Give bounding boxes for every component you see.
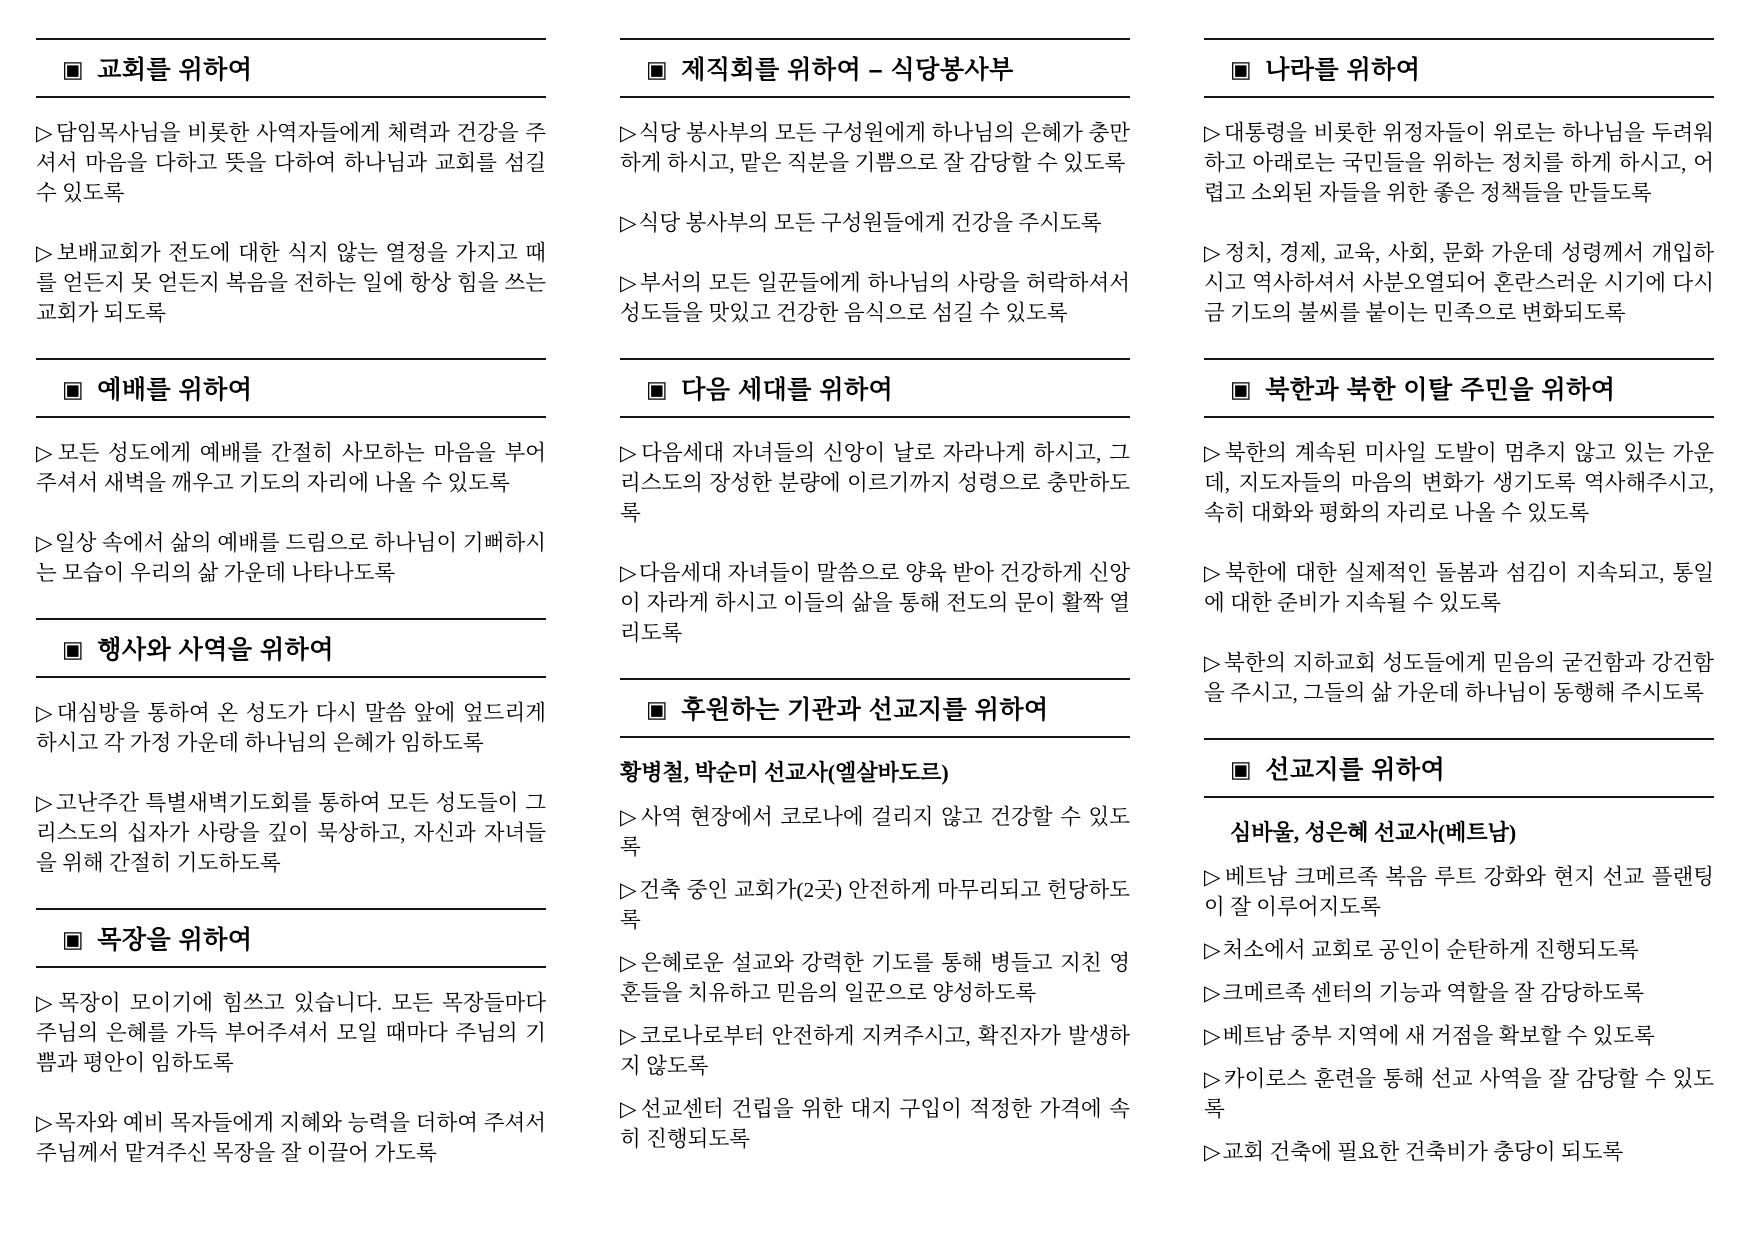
- section-title: 북한과 북한 이탈 주민을 위하여: [1265, 376, 1616, 404]
- prayer-item: [1204, 862, 1714, 922]
- prayer-item: [620, 118, 1130, 178]
- triangle-bullet-icon: ▷: [620, 805, 639, 829]
- section-title: 나라를 위하여: [1265, 56, 1421, 84]
- triangle-bullet-icon: ▷: [620, 561, 637, 585]
- prayer-item: [36, 438, 546, 498]
- section-title: 행사와 사역을 위하여: [97, 636, 334, 664]
- prayer-item-text: 건축 중인 교회가(2곳) 안전하게 마무리되고 헌당하도록: [620, 878, 1130, 932]
- prayer-item-text: 코로나로부터 안전하게 지켜주시고, 확진자가 발생하지 않도록: [620, 1024, 1130, 1078]
- prayer-item: [36, 238, 546, 328]
- section-header: [620, 678, 1130, 738]
- prayer-item: [620, 948, 1130, 1008]
- prayer-item-text: 다음세대 자녀들이 말씀으로 양육 받아 건강하게 신앙이 자라게 하시고 이들의 삶을 통해 전도의 문이 활짝 열리도록: [620, 561, 1131, 645]
- column-right: [1204, 38, 1714, 1239]
- triangle-bullet-icon: ▷: [36, 241, 55, 265]
- prayer-item-text: 베트남 중부 지역에 새 거점을 확보할 수 있도록: [1222, 1024, 1655, 1048]
- section-marker-icon: ▣: [646, 695, 669, 722]
- section-supported-missions: [620, 678, 1130, 1154]
- triangle-bullet-icon: ▷: [1204, 651, 1222, 675]
- prayer-item: [1204, 438, 1714, 528]
- section-marker-icon: ▣: [62, 375, 85, 402]
- prayer-item: [620, 268, 1130, 328]
- section-title: 선교지를 위하여: [1265, 756, 1446, 784]
- prayer-item-text: 보배교회가 전도에 대한 식지 않는 열정을 가지고 때를 얻든지 못 얻든지 복음을 전하는 일에 항상 힘을 쓰는 교회가 되도록: [36, 241, 546, 325]
- prayer-item: [36, 698, 546, 758]
- triangle-bullet-icon: ▷: [1204, 561, 1224, 585]
- section-title: 제직회를 위하여 – 식당봉사부: [681, 56, 1014, 84]
- section-marker-icon: ▣: [62, 635, 85, 662]
- prayer-item-text: 북한에 대한 실제적인 돌봄과 섬김이 지속되고, 통일에 대한 준비가 지속될 수 있도록: [1204, 561, 1714, 615]
- prayer-item: [1204, 558, 1714, 618]
- prayer-item: [36, 1108, 546, 1168]
- triangle-bullet-icon: ▷: [36, 121, 54, 145]
- section-header: [1204, 738, 1714, 798]
- triangle-bullet-icon: ▷: [1204, 1067, 1222, 1091]
- prayer-item: [620, 1021, 1130, 1081]
- triangle-bullet-icon: ▷: [1204, 441, 1223, 465]
- prayer-item-text: 일상 속에서 삶의 예배를 드림으로 하나님이 기뻐하시는 모습이 우리의 삶 가운데 나타나도록: [36, 531, 547, 585]
- prayer-item: [36, 988, 546, 1078]
- section-header: [620, 38, 1130, 98]
- section-marker-icon: ▣: [62, 925, 85, 952]
- triangle-bullet-icon: ▷: [36, 991, 57, 1015]
- section-marker-icon: ▣: [646, 55, 669, 82]
- section-north-korea: [1204, 358, 1714, 708]
- prayer-item-text: 은혜로운 설교와 강력한 기도를 통해 병들고 지친 영혼들을 치유하고 믿음의 일꾼으로 양성하도록: [620, 951, 1130, 1005]
- section-title: 예배를 위하여: [97, 376, 253, 404]
- section-marker-icon: ▣: [646, 375, 669, 402]
- triangle-bullet-icon: ▷: [1204, 938, 1221, 962]
- triangle-bullet-icon: ▷: [1204, 241, 1223, 265]
- triangle-bullet-icon: ▷: [620, 1097, 639, 1121]
- prayer-item: [620, 208, 1130, 238]
- prayer-item-text: 식당 봉사부의 모든 구성원에게 하나님의 은혜가 충만하게 하시고, 맡은 직분을 기쁨으로 잘 감당할 수 있도록: [620, 121, 1131, 175]
- triangle-bullet-icon: ▷: [620, 271, 638, 295]
- section-deacons-kitchen: [620, 38, 1130, 328]
- missionary-name: 황병철, 박순미 선교사(엘살바도르): [620, 760, 949, 785]
- prayer-item: [1204, 1021, 1714, 1051]
- triangle-bullet-icon: ▷: [36, 701, 55, 725]
- prayer-item-text: 카이로스 훈련을 통해 선교 사역을 잘 감당할 수 있도록: [1204, 1067, 1714, 1121]
- section-header: [1204, 358, 1714, 418]
- prayer-item-text: 베트남 크메르족 복음 루트 강화와 현지 선교 플랜팅이 잘 이루어지도록: [1204, 865, 1714, 919]
- prayer-item: [36, 118, 546, 208]
- column-left: [36, 38, 546, 1239]
- triangle-bullet-icon: ▷: [620, 211, 637, 235]
- prayer-item-text: 처소에서 교회로 공인이 순탄하게 진행되도록: [1222, 938, 1639, 962]
- prayer-item-text: 크메르족 센터의 기능과 역할을 잘 감당하도록: [1222, 981, 1645, 1005]
- triangle-bullet-icon: ▷: [620, 878, 638, 902]
- section-header: [1204, 38, 1714, 98]
- prayer-item-text: 다음세대 자녀들의 신앙이 날로 자라나게 하시고, 그리스도의 장성한 분량에 이르기까지 성령으로 충만하도록: [620, 441, 1130, 525]
- section-marker-icon: ▣: [62, 55, 85, 82]
- triangle-bullet-icon: ▷: [1204, 981, 1221, 1005]
- prayer-item: [620, 802, 1130, 862]
- prayer-item-text: 부서의 모든 일꾼들에게 하나님의 사랑을 허락하셔서 성도들을 맛있고 건강한 음식으로 섬길 수 있도록: [620, 271, 1130, 325]
- prayer-item: [36, 528, 546, 588]
- section-header: [36, 618, 546, 678]
- prayer-item: [1204, 1137, 1714, 1167]
- prayer-item: [620, 438, 1130, 528]
- triangle-bullet-icon: ▷: [1204, 121, 1222, 145]
- section-header: [620, 358, 1130, 418]
- triangle-bullet-icon: ▷: [1204, 865, 1223, 889]
- section-title: 후원하는 기관과 선교지를 위하여: [681, 696, 1049, 724]
- section-worship: [36, 358, 546, 588]
- section-marker-icon: ▣: [1230, 755, 1253, 782]
- prayer-item-text: 대심방을 통하여 온 성도가 다시 말씀 앞에 엎드리게 하시고 각 가정 가운데 하나님의 은혜가 임하도록: [36, 701, 546, 755]
- section-mission-field: [1204, 738, 1714, 1167]
- prayer-item: [36, 788, 546, 878]
- triangle-bullet-icon: ▷: [620, 441, 640, 465]
- triangle-bullet-icon: ▷: [1204, 1140, 1221, 1164]
- prayer-item-text: 교회 건축에 필요한 건축비가 충당이 되도록: [1222, 1140, 1624, 1164]
- prayer-item-text: 담임목사님을 비롯한 사역자들에게 체력과 건강을 주셔서 마음을 다하고 뜻을 다하여 하나님과 교회를 섬길 수 있도록: [36, 121, 546, 205]
- triangle-bullet-icon: ▷: [36, 531, 53, 555]
- prayer-item: [1204, 1064, 1714, 1124]
- triangle-bullet-icon: ▷: [620, 1024, 639, 1048]
- section-mokjang: [36, 908, 546, 1168]
- prayer-item-text: 식당 봉사부의 모든 구성원들에게 건강을 주시도록: [638, 211, 1102, 235]
- prayer-item-text: 사역 현장에서 코로나에 걸리지 않고 건강할 수 있도록: [620, 805, 1130, 859]
- prayer-item: [1204, 648, 1714, 708]
- prayer-item-text: 대통령을 비롯한 위정자들이 위로는 하나님을 두려워하고 아래로는 국민들을 위하는 정치를 하게 하시고, 어렵고 소외된 자들을 위한 좋은 정책들을 만들도록: [1204, 121, 1714, 205]
- section-marker-icon: ▣: [1230, 55, 1253, 82]
- prayer-item-text: 모든 성도에게 예배를 간절히 사모하는 마음을 부어 주셔서 새벽을 깨우고 기도의 자리에 나올 수 있도록: [36, 441, 546, 495]
- triangle-bullet-icon: ▷: [36, 791, 54, 815]
- prayer-item: [1204, 935, 1714, 965]
- prayer-item: [1204, 978, 1714, 1008]
- section-header: [36, 38, 546, 98]
- section-title: 다음 세대를 위하여: [681, 376, 894, 404]
- section-title: 목장을 위하여: [97, 926, 253, 954]
- prayer-item: [1204, 118, 1714, 208]
- section-header: [36, 908, 546, 968]
- triangle-bullet-icon: ▷: [36, 441, 56, 465]
- section-marker-icon: ▣: [1230, 375, 1253, 402]
- section-events-ministry: [36, 618, 546, 878]
- prayer-item-text: 선교센터 건립을 위한 대지 구입이 적정한 가격에 속히 진행되도록: [620, 1097, 1130, 1151]
- missionary-name: 심바울, 성은혜 선교사(베트남): [1230, 820, 1517, 845]
- prayer-item-text: 고난주간 특별새벽기도회를 통하여 모든 성도들이 그리스도의 십자가 사랑을 깊이 묵상하고, 자신과 자녀들을 위해 간절히 기도하도록: [36, 791, 546, 875]
- triangle-bullet-icon: ▷: [620, 121, 637, 145]
- section-nation: [1204, 38, 1714, 328]
- triangle-bullet-icon: ▷: [36, 1111, 53, 1135]
- prayer-item: [1204, 238, 1714, 328]
- section-church: [36, 38, 546, 328]
- column-middle: [620, 38, 1130, 1239]
- section-title: 교회를 위하여: [97, 56, 253, 84]
- prayer-item: [620, 875, 1130, 935]
- triangle-bullet-icon: ▷: [1204, 1024, 1221, 1048]
- prayer-item: [620, 1094, 1130, 1154]
- triangle-bullet-icon: ▷: [620, 951, 639, 975]
- section-header: [36, 358, 546, 418]
- prayer-item-text: 북한의 지하교회 성도들에게 믿음의 굳건함과 강건함을 주시고, 그들의 삶 가운데 하나님이 동행해 주시도록: [1204, 651, 1714, 705]
- prayer-item: [620, 558, 1130, 648]
- prayer-item-text: 목자와 예비 목자들에게 지혜와 능력을 더하여 주셔서 주님께서 맡겨주신 목장을 잘 이끌어 가도록: [36, 1111, 547, 1165]
- prayer-item-text: 정치, 경제, 교육, 사회, 문화 가운데 성령께서 개입하시고 역사하셔서 사분오열되어 혼란스러운 시기에 다시금 기도의 불씨를 붙이는 민족으로 변화되도록: [1204, 241, 1714, 325]
- section-next-generation: [620, 358, 1130, 648]
- prayer-item-text: 북한의 계속된 미사일 도발이 멈추지 않고 있는 가운데, 지도자들의 마음의 변화가 생기도록 역사해주시고, 속히 대화와 평화의 자리로 나올 수 있도록: [1204, 441, 1714, 525]
- prayer-item-text: 목장이 모이기에 힘쓰고 있습니다. 모든 목장들마다 주님의 은혜를 가득 부어주셔서 모일 때마다 주님의 기쁨과 평안이 임하도록: [36, 991, 546, 1075]
